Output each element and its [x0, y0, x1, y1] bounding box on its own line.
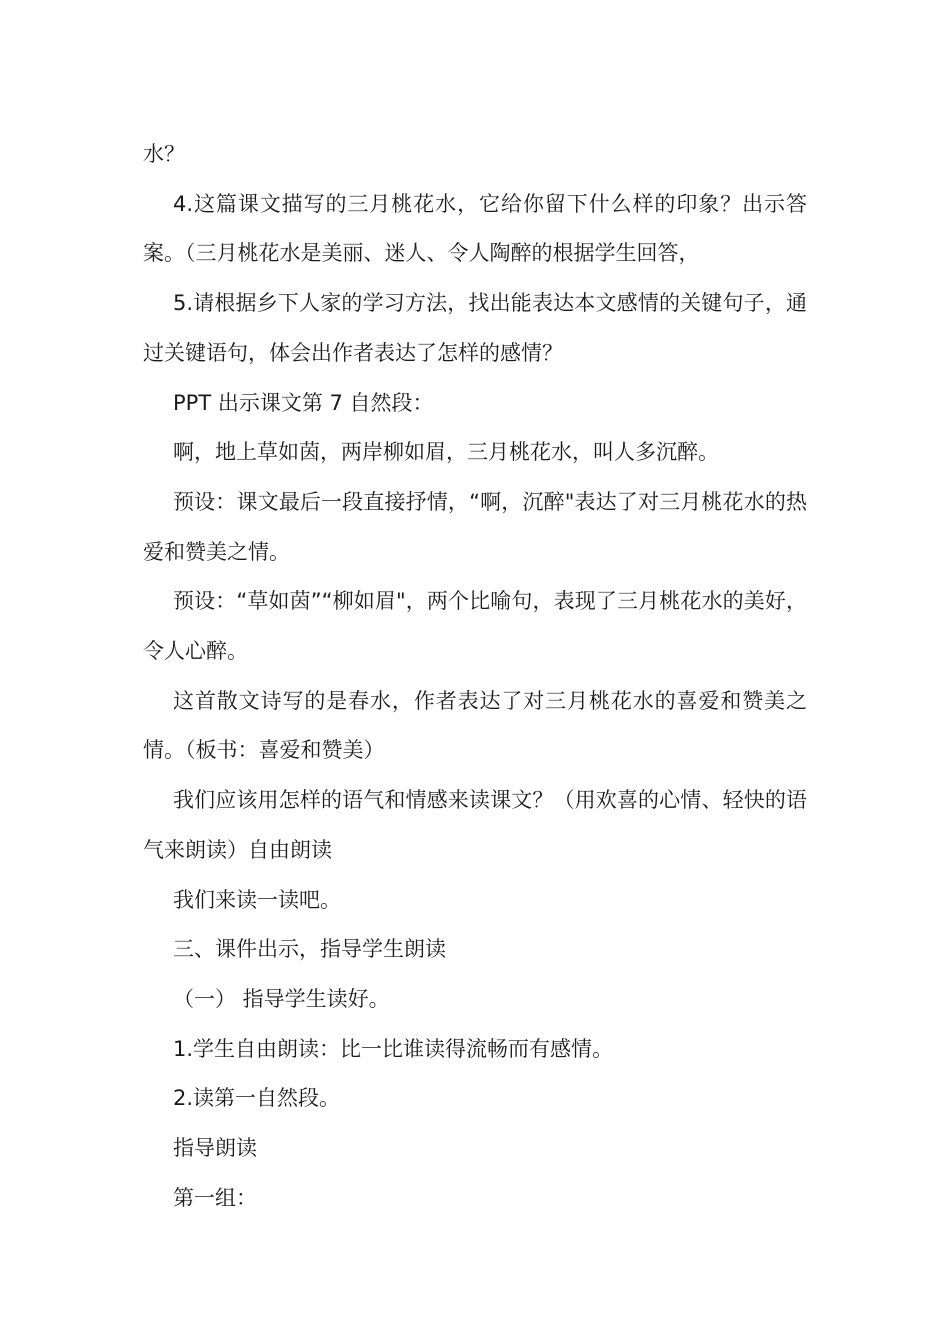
section-heading: 三、课件出示，指导学生朗读: [173, 937, 446, 962]
paragraph: 啊，地上草如茵，两岸柳如眉，三月桃花水，叫人多沉醉。: [173, 440, 719, 465]
paragraph: 预设：“草如茵”“柳如眉"，两个比喻句，表现了三月桃花水的美好，令人心醉。: [143, 589, 807, 664]
paragraph: 2.读第一自然段。: [173, 1086, 341, 1111]
paragraph: 水？: [143, 142, 185, 166]
paragraph: 第一组：: [173, 1185, 257, 1210]
paragraph: PPT 出示课文第 7 自然段：: [173, 390, 434, 415]
paragraph: 我们来读一读吧。: [173, 887, 341, 912]
subsection-heading: （一） 指导学生读好。: [173, 986, 390, 1011]
paragraph: 4.这篇课文描写的三月桃花水，它给你留下什么样的印象？出示答案。（三月桃花水是美丽、迷人、令人陶醉的根据学生回答，: [143, 191, 807, 266]
document-body: [143, 130, 807, 1223]
paragraph: 我们应该用怎样的语气和情感来读课文？（用欢喜的心情、轻快的语气来朗读）自由朗读: [143, 788, 807, 862]
paragraph: 5.请根据乡下人家的学习方法，找出能表达本文感情的关键句子，通过关键语句，体会出作者表达了怎样的感情？: [143, 291, 807, 365]
paragraph: 这首散文诗写的是春水，作者表达了对三月桃花水的喜爱和赞美之情。（板书：喜爱和赞美）: [143, 688, 807, 763]
paragraph: 指导朗读: [173, 1136, 257, 1161]
paragraph: 预设：课文最后一段直接抒情，“啊，沉醉"表达了对三月桃花水的热爱和赞美之情。: [143, 489, 807, 564]
paragraph: 1.学生自由朗读：比一比谁读得流畅而有感情。: [173, 1036, 614, 1061]
